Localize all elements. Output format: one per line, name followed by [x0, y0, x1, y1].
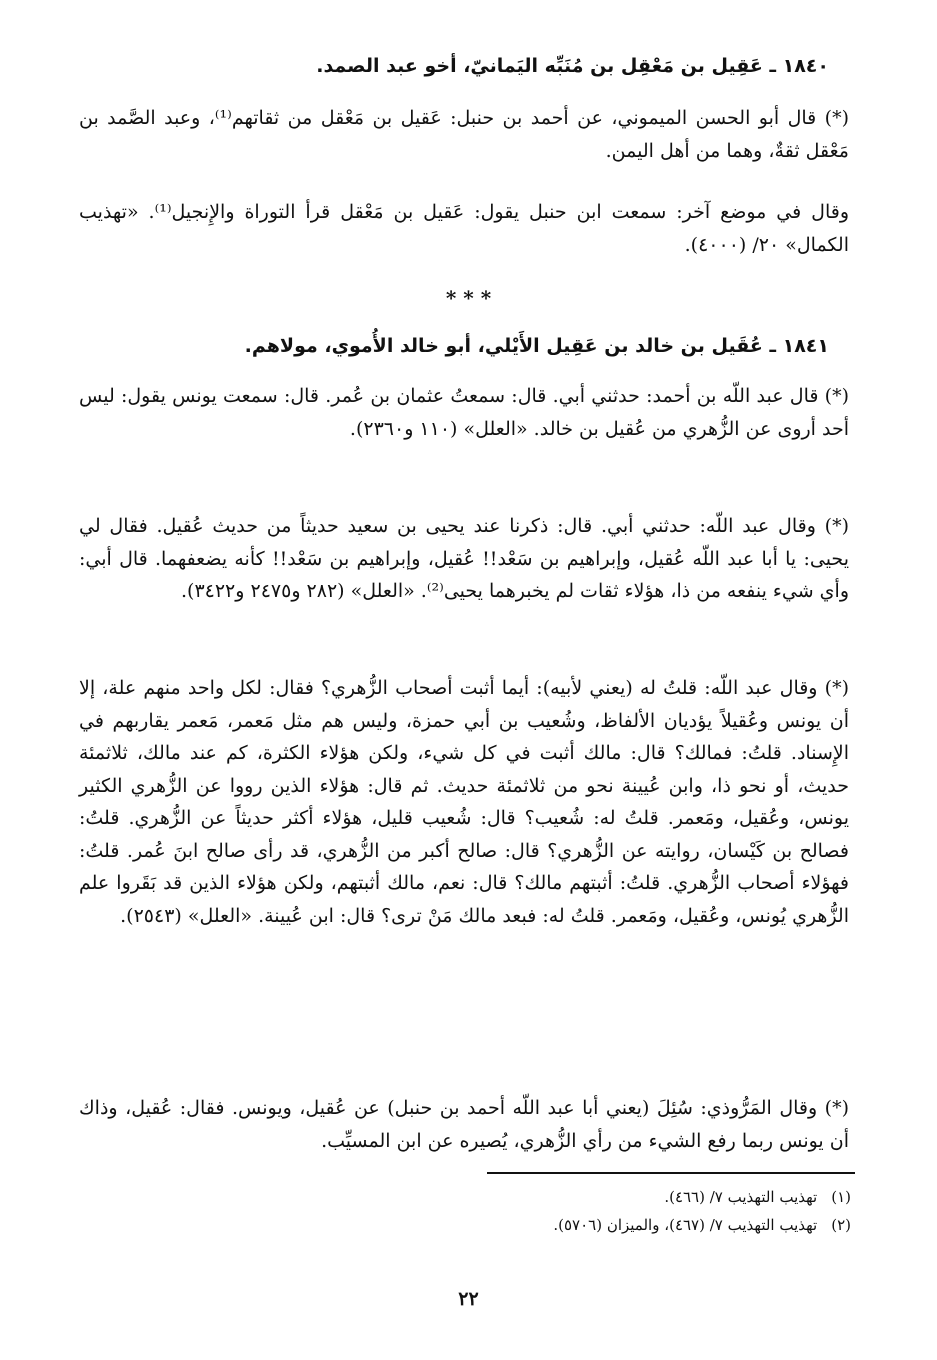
footnote-text: تهذيب التهذيب ٧/ (٤٦٦). [664, 1188, 818, 1206]
entry-1841-paragraph-2: (*) وقال عبد اللّه: حدثني أبي. قال: ذكرنا عند يحيى بن سعيد حديثاً من حديث عُقيل. فقال لي يحيى: يا أبا عبد اللّه عُقيل، وإبراهيم بن سَعْد!! عُقيل، وإبراهيم بن سَعْد!! كأنه يضعفهما. قال أبي: وأي شيء ينفعه من ذا، هؤلاء ثقات لم يخبرهما يحيى⁽²⁾. «العلل» (٢٨٢ و٢٤٧٥ و٣٤٢٢). [79, 515, 849, 602]
entry-1841-paragraph-4: (*) وقال المَرُّوذي: سُئِلَ (يعني أبا عبد اللّه أحمد بن حنبل) عن عُقيل، ويونس. فقال: عُقيل، وذاك أن يونس ربما رفع الشيء من رأي الزُّهري، يُصيره عن ابن المسيِّب. [79, 1097, 849, 1152]
entry-1840-paragraph-1: (*) قال أبو الحسن الميموني، عن أحمد بن حنبل: عَقيل بن مَعْقل من ثقاتهم⁽¹⁾، وعبد الصَّمد بن مَعْقل ثقةٌ، وهما من أهل اليمن. [79, 107, 850, 162]
entry-heading-1840: ١٨٤٠ ـ عَقِيل بن مَعْقِل بن مُنَبِّه اليَمانيّ، أخو عبد الصمد. [316, 55, 829, 77]
footnote-2 [251, 1214, 851, 1236]
entry-1840-paragraph-2: وقال في موضع آخر: سمعت ابن حنبل يقول: عَقيل بن مَعْقل قرأ التوراة والإِنجيل⁽¹⁾. «تهذيب الكمال» ٢٠/ (٤٠٠٠). [79, 201, 849, 256]
footnote-number: (٢) [831, 1216, 851, 1234]
footnote-number: (١) [831, 1188, 851, 1206]
entry-1841-paragraph-1: (*) قال عبد اللّه بن أحمد: حدثني أبي. قال: سمعتُ عثمان بن عُمر. قال: سمعت يونس يقول: ليس أحد أروى عن الزُّهري من عُقيل بن خالد. «العلل» (١١٠ و٢٣٦٠). [79, 385, 849, 440]
footnote-text: تهذيب التهذيب ٧/ (٤٦٧)، والميزان (٥٧٠٦). [553, 1216, 818, 1234]
entry-1841-paragraph-3: (*) وقال عبد اللّه: قلتُ له (يعني لأبيه): أيما أثبت أصحاب الزُّهري؟ فقال: لكل واحد منهم علة، إلا أن يونس وعُقيلاً يؤديان الألفاظ، وشُعيب بن أبي حمزة، وليس هم مثل مَعمر، مَعمر يقاربهم في الإِسناد. قلتُ: فمالك؟ قال: مالك أثبت في كل شيء، ولكن هؤلاء الكثرة، كم عند مالك، ثلاثمئة حديث، أو نحو ذا، وابن عُيينة نحو من ثلاثمئة حديث. ثم قال: هؤلاء الذين رووا عن الزُّهري الكثير يونس، وعُقيل، ومَعمر. قلتُ له: شُعيب؟ قال: شُعيب قليل، هؤلاء أكثر حديثاً عن الزُّهري. قلتُ: فصالح بن كَيْسان، روايته عن الزُّهري؟ قال: صالح أكبر من الزُّهري، قد رأى صالح ابنَ عُمر. قلتُ: فهؤلاء أصحاب الزُّهري. قلتُ: أثبتهم مالك؟ قال: نعم، مالك أثبتهم، ولكن هؤلاء الذين قد بَقَروا علم الزُّهري يُونس، وعُقيل، ومَعمر. قلتُ له: فبعد مالك مَنْ ترى؟ قال: ابن عُيينة. «العلل» (٢٥٤٣). [79, 677, 849, 927]
entry-heading-1841: ١٨٤١ ـ عُقَيل بن خالد بن عَقِيل الأَيْلي، أبو خالد الأُموي، مولاهم. [244, 335, 829, 357]
page-number: ٢٢ [458, 1288, 479, 1310]
footnote-divider [487, 1172, 855, 1174]
footnote-1 [251, 1186, 851, 1208]
section-separator: * * * [445, 286, 492, 310]
